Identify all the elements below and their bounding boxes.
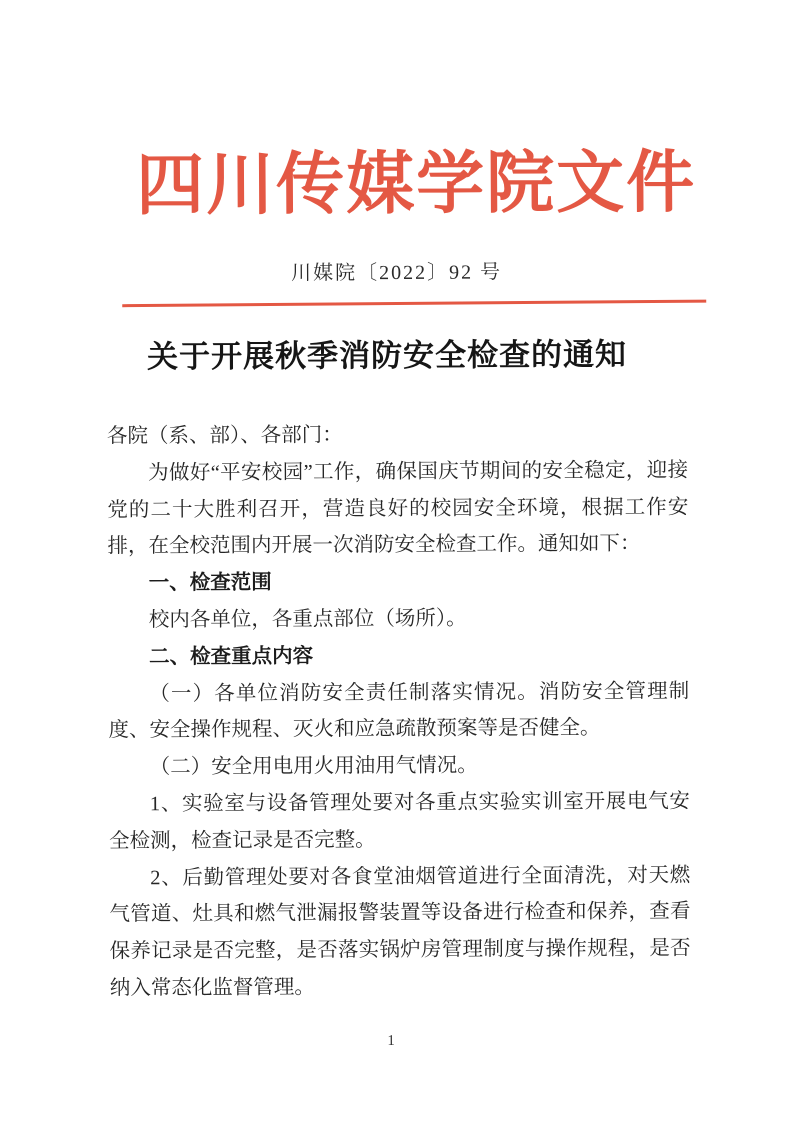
body-paragraph: 为做好“平安校园”工作，确保国庆节期间的安全稳定，迎接党的二十大胜利召开，营造良好的校园安全环境，根据工作安排，在全校范围内开展一次消防安全检查工作。通知如下：	[107, 459, 689, 558]
body-paragraph: （一）各单位消防安全责任制落实情况。消防安全管理制度、安全操作规程、灭火和应急疏散预案等是否健全。	[108, 680, 690, 742]
body-paragraph: （二）安全用电用火用油用气情况。	[149, 754, 478, 779]
section-heading: 二、检查重点内容	[149, 645, 314, 669]
salutation: 各院（系、部）、各部门：	[106, 424, 343, 448]
body-paragraph: 2、后勤管理处要对各食堂油烟管道进行全面清洗，对天燃气管道、灶具和燃气泄漏报警装置等设备进行检查和保养，查看保养记录是否完整，是否落实锅炉房管理制度与操作规程，是否纳入常态化监督管理。	[109, 864, 691, 1000]
section-heading: 一、检查范围	[148, 571, 272, 595]
body-paragraph: 校内各单位，各重点部位（场所）。	[148, 607, 467, 632]
letterhead-title: 四川传媒学院文件	[135, 144, 697, 224]
letterhead-divider	[122, 300, 706, 308]
document-body	[107, 415, 691, 1007]
body-paragraph: 1、实验室与设备管理处要对各重点实验实训室开展电气安全检测，检查记录是否完整。	[108, 790, 690, 853]
doc-number: 川媒院〔2022〕92 号	[291, 261, 503, 285]
page-number: 1	[387, 1033, 395, 1050]
document-title: 关于开展秋季消防安全检查的通知	[146, 336, 628, 375]
